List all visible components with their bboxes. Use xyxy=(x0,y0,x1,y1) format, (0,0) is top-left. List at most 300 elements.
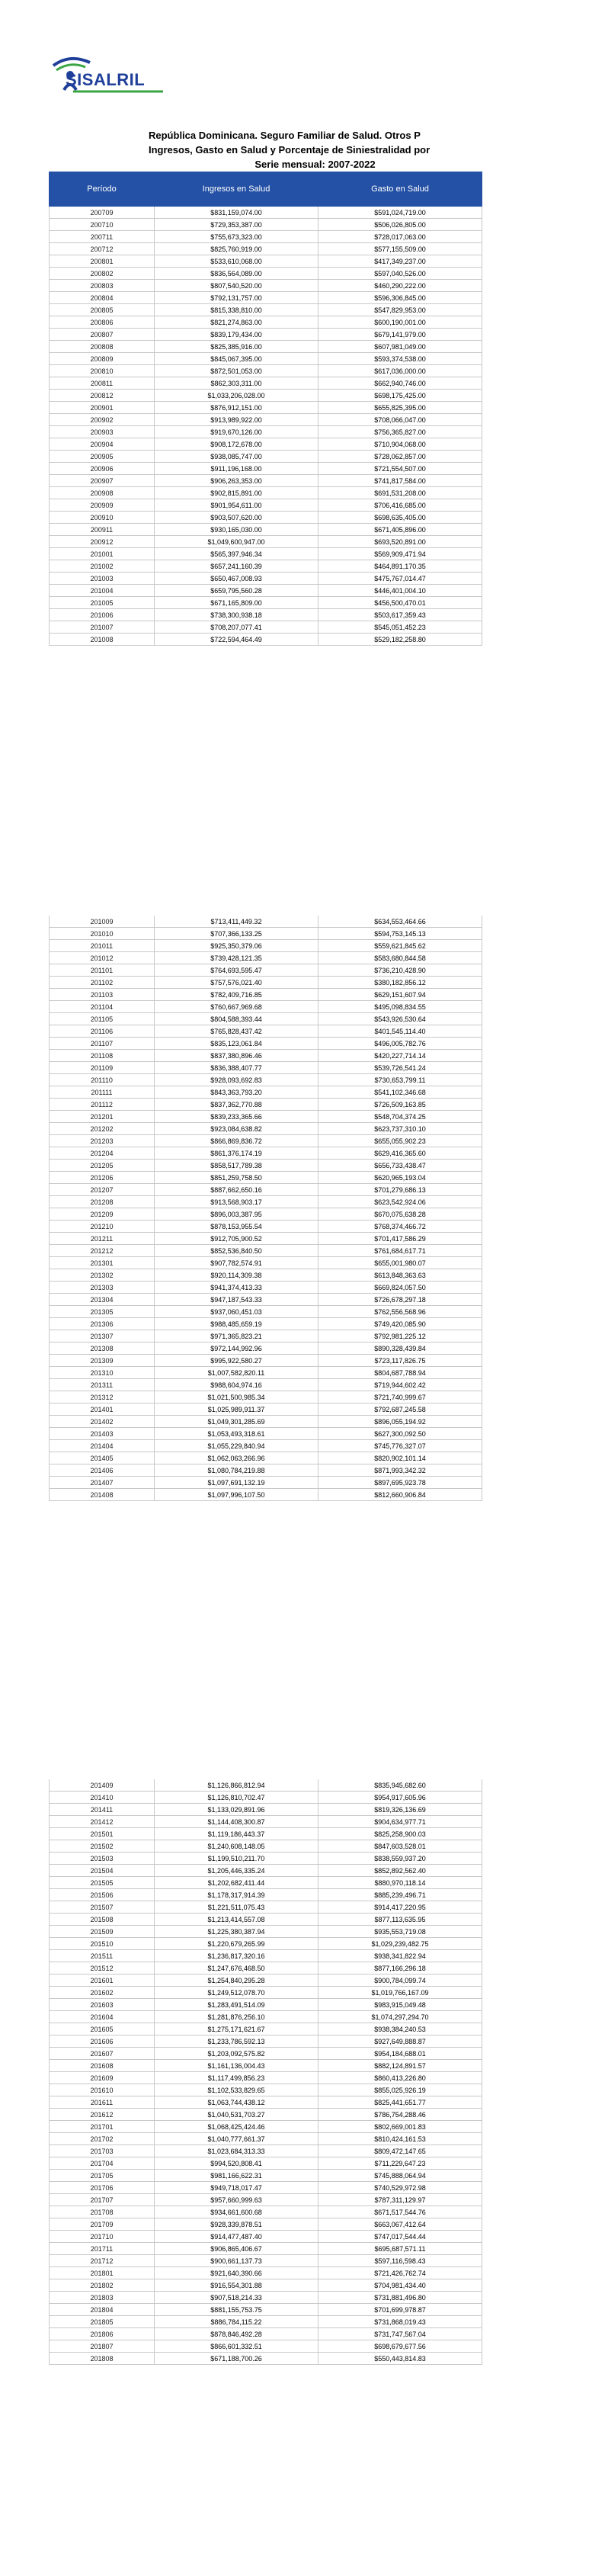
income-cell: $972,144,992.96 xyxy=(155,1343,319,1355)
expense-cell: $539,726,541.24 xyxy=(319,1062,482,1074)
income-cell: $1,033,206,028.00 xyxy=(155,390,319,402)
table-row xyxy=(50,1975,482,1987)
period-cell: 201606 xyxy=(50,2035,155,2048)
expense-cell: $820,902,101.14 xyxy=(319,1452,482,1464)
income-cell: $825,760,919.00 xyxy=(155,243,319,255)
income-cell: $1,205,446,335.24 xyxy=(155,1865,319,1877)
period-cell: 201306 xyxy=(50,1318,155,1330)
income-cell: $1,221,511,075.43 xyxy=(155,1901,319,1914)
table-row xyxy=(50,2267,482,2279)
expense-cell: $597,116,598.43 xyxy=(319,2255,482,2267)
data-table-page-3 xyxy=(49,1779,482,2365)
table-row xyxy=(50,952,482,964)
table-row xyxy=(50,1050,482,1062)
period-cell: 201512 xyxy=(50,1962,155,1975)
income-cell: $916,554,301.88 xyxy=(155,2279,319,2292)
period-cell: 200907 xyxy=(50,475,155,487)
expense-cell: $706,416,685.00 xyxy=(319,499,482,512)
expense-cell: $679,141,979.00 xyxy=(319,329,482,341)
income-cell: $1,040,531,703.27 xyxy=(155,2109,319,2121)
income-cell: $1,202,682,411.44 xyxy=(155,1877,319,1889)
income-cell: $1,040,777,661.37 xyxy=(155,2133,319,2145)
table-row xyxy=(50,2292,482,2304)
period-cell: 201504 xyxy=(50,1865,155,1877)
income-cell: $896,003,387.95 xyxy=(155,1208,319,1221)
income-cell: $988,604,974.16 xyxy=(155,1379,319,1391)
table-row xyxy=(50,2218,482,2231)
period-cell: 201505 xyxy=(50,1877,155,1889)
period-cell: 201807 xyxy=(50,2340,155,2353)
income-cell: $858,517,789.38 xyxy=(155,1160,319,1172)
expense-cell: $655,825,395.00 xyxy=(319,402,482,414)
expense-cell: $529,182,258.80 xyxy=(319,634,482,646)
income-cell: $900,661,137.73 xyxy=(155,2255,319,2267)
income-cell: $1,080,784,219.88 xyxy=(155,1464,319,1477)
income-cell: $1,236,817,320.16 xyxy=(155,1950,319,1962)
period-cell: 201301 xyxy=(50,1257,155,1269)
income-cell: $1,126,866,812.94 xyxy=(155,1779,319,1792)
period-cell: 200712 xyxy=(50,243,155,255)
expense-cell: $634,553,464.66 xyxy=(319,916,482,928)
table-row xyxy=(50,1416,482,1428)
table-row xyxy=(50,2072,482,2084)
expense-cell: $927,649,888.87 xyxy=(319,2035,482,2048)
expense-cell: $1,019,766,167.09 xyxy=(319,1987,482,1999)
income-cell: $988,485,659.19 xyxy=(155,1318,319,1330)
period-cell: 201210 xyxy=(50,1221,155,1233)
income-cell: $903,507,620.00 xyxy=(155,512,319,524)
income-cell: $1,254,840,295.28 xyxy=(155,1975,319,1987)
income-cell: $757,576,021.40 xyxy=(155,977,319,989)
table-row xyxy=(50,1233,482,1245)
period-cell: 201207 xyxy=(50,1184,155,1196)
income-cell: $1,220,679,265.99 xyxy=(155,1938,319,1950)
expense-cell: $593,374,538.00 xyxy=(319,353,482,365)
income-cell: $782,409,716.85 xyxy=(155,989,319,1001)
title-line-2: Ingresos, Gasto en Salud y Porcentaje de Siniestralidad por xyxy=(149,144,431,156)
income-cell: $1,126,810,702.47 xyxy=(155,1792,319,1804)
table-row xyxy=(50,2023,482,2035)
income-cell: $878,153,955.54 xyxy=(155,1221,319,1233)
period-cell: 201502 xyxy=(50,1840,155,1853)
income-cell: $921,640,390.66 xyxy=(155,2267,319,2279)
table-row xyxy=(50,1464,482,1477)
income-cell: $1,049,301,285.69 xyxy=(155,1416,319,1428)
table-row xyxy=(50,1452,482,1464)
table-row xyxy=(50,989,482,1001)
period-cell: 201310 xyxy=(50,1367,155,1379)
period-cell: 201508 xyxy=(50,1914,155,1926)
period-cell: 201608 xyxy=(50,2060,155,2072)
expense-cell: $855,025,926.19 xyxy=(319,2084,482,2096)
table-row xyxy=(50,2109,482,2121)
expense-cell: $548,704,374.25 xyxy=(319,1111,482,1123)
income-cell: $657,241,160.39 xyxy=(155,560,319,573)
income-cell: $866,869,836.72 xyxy=(155,1135,319,1147)
period-cell: 201710 xyxy=(50,2231,155,2243)
table-row xyxy=(50,426,482,438)
period-cell: 201101 xyxy=(50,964,155,977)
table-row xyxy=(50,1889,482,1901)
expense-cell: $983,915,049.48 xyxy=(319,1999,482,2011)
expense-cell: $860,413,226.80 xyxy=(319,2072,482,2084)
expense-cell: $670,075,638.28 xyxy=(319,1208,482,1221)
table-row xyxy=(50,1111,482,1123)
table-row xyxy=(50,548,482,560)
expense-cell: $721,740,999.67 xyxy=(319,1391,482,1403)
table-row xyxy=(50,1828,482,1840)
period-cell: 201108 xyxy=(50,1050,155,1062)
expense-cell: $1,029,239,482.75 xyxy=(319,1938,482,1950)
table-row xyxy=(50,1999,482,2011)
income-cell: $1,025,989,911.37 xyxy=(155,1403,319,1416)
income-cell: $928,093,692.83 xyxy=(155,1074,319,1086)
income-cell: $1,068,425,424.46 xyxy=(155,2121,319,2133)
period-cell: 201503 xyxy=(50,1853,155,1865)
table-row xyxy=(50,916,482,928)
period-cell: 201412 xyxy=(50,1816,155,1828)
expense-cell: $545,051,452.23 xyxy=(319,621,482,634)
table-row xyxy=(50,207,482,219)
table-row xyxy=(50,2060,482,2072)
income-cell: $902,815,891.00 xyxy=(155,487,319,499)
table-row xyxy=(50,1172,482,1184)
period-cell: 201705 xyxy=(50,2170,155,2182)
period-cell: 201204 xyxy=(50,1147,155,1160)
period-cell: 201305 xyxy=(50,1306,155,1318)
period-cell: 201201 xyxy=(50,1111,155,1123)
period-cell: 201406 xyxy=(50,1464,155,1477)
expense-cell: $749,420,085.90 xyxy=(319,1318,482,1330)
expense-cell: $623,542,924.06 xyxy=(319,1196,482,1208)
expense-cell: $693,520,891.00 xyxy=(319,536,482,548)
period-cell: 201509 xyxy=(50,1926,155,1938)
expense-cell: $897,695,923.78 xyxy=(319,1477,482,1489)
period-cell: 201506 xyxy=(50,1889,155,1901)
income-cell: $659,795,560.28 xyxy=(155,585,319,597)
period-cell: 200910 xyxy=(50,512,155,524)
table-row xyxy=(50,1840,482,1853)
header-period: Período xyxy=(50,172,155,207)
table-row xyxy=(50,2328,482,2340)
expense-cell: $543,926,530.64 xyxy=(319,1013,482,1025)
income-cell: $919,670,126.00 xyxy=(155,426,319,438)
income-cell: $835,123,061.84 xyxy=(155,1038,319,1050)
period-cell: 201611 xyxy=(50,2096,155,2109)
period-cell: 201403 xyxy=(50,1428,155,1440)
table-header-row xyxy=(50,172,482,207)
expense-cell: $761,684,617.71 xyxy=(319,1245,482,1257)
expense-cell: $730,653,799.11 xyxy=(319,1074,482,1086)
income-cell: $845,067,395.00 xyxy=(155,353,319,365)
income-cell: $1,247,676,468.50 xyxy=(155,1962,319,1975)
table-row xyxy=(50,231,482,243)
period-cell: 201001 xyxy=(50,548,155,560)
income-cell: $923,084,638.82 xyxy=(155,1123,319,1135)
income-cell: $937,060,451.03 xyxy=(155,1306,319,1318)
income-cell: $839,233,365.66 xyxy=(155,1111,319,1123)
expense-cell: $547,829,953.00 xyxy=(319,304,482,316)
expense-cell: $456,500,470.01 xyxy=(319,597,482,609)
period-cell: 201304 xyxy=(50,1294,155,1306)
table-row xyxy=(50,1792,482,1804)
expense-cell: $380,182,856.12 xyxy=(319,977,482,989)
table-row xyxy=(50,1914,482,1926)
expense-cell: $698,679,677.56 xyxy=(319,2340,482,2353)
table-row xyxy=(50,1950,482,1962)
expense-cell: $896,055,194.92 xyxy=(319,1416,482,1428)
income-cell: $1,144,408,300.87 xyxy=(155,1816,319,1828)
expense-cell: $671,405,896.00 xyxy=(319,524,482,536)
expense-cell: $701,699,978.87 xyxy=(319,2304,482,2316)
income-cell: $1,225,380,387.94 xyxy=(155,1926,319,1938)
table-row xyxy=(50,1135,482,1147)
period-cell: 201712 xyxy=(50,2255,155,2267)
period-cell: 200802 xyxy=(50,268,155,280)
table-row xyxy=(50,2170,482,2182)
table-row xyxy=(50,1099,482,1111)
logo-text: SISALRIL xyxy=(66,70,146,89)
income-cell: $650,467,008.93 xyxy=(155,573,319,585)
income-cell: $807,540,520.00 xyxy=(155,280,319,292)
income-cell: $994,520,808.41 xyxy=(155,2157,319,2170)
table-row xyxy=(50,2353,482,2365)
sisalril-logo xyxy=(50,52,165,96)
table-row xyxy=(50,1901,482,1914)
expense-cell: $747,017,544.44 xyxy=(319,2231,482,2243)
period-cell: 201404 xyxy=(50,1440,155,1452)
expense-cell: $627,300,092.50 xyxy=(319,1428,482,1440)
period-cell: 201102 xyxy=(50,977,155,989)
period-cell: 200807 xyxy=(50,329,155,341)
income-cell: $1,021,500,985.34 xyxy=(155,1391,319,1403)
expense-cell: $882,124,891.57 xyxy=(319,2060,482,2072)
expense-cell: $655,055,902.23 xyxy=(319,1135,482,1147)
income-cell: $729,353,387.00 xyxy=(155,219,319,231)
expense-cell: $495,098,834.55 xyxy=(319,1001,482,1013)
income-cell: $862,303,311.00 xyxy=(155,377,319,390)
period-cell: 201803 xyxy=(50,2292,155,2304)
expense-cell: $812,660,906.84 xyxy=(319,1489,482,1501)
income-cell: $920,114,309.38 xyxy=(155,1269,319,1282)
period-cell: 201511 xyxy=(50,1950,155,1962)
table-row xyxy=(50,2304,482,2316)
income-cell: $707,366,133.25 xyxy=(155,928,319,940)
period-cell: 201007 xyxy=(50,621,155,634)
income-cell: $1,240,608,148.05 xyxy=(155,1840,319,1853)
expense-cell: $464,891,170.35 xyxy=(319,560,482,573)
table-row xyxy=(50,2133,482,2145)
period-cell: 201610 xyxy=(50,2084,155,2096)
table-row xyxy=(50,2035,482,2048)
income-cell: $995,922,580.27 xyxy=(155,1355,319,1367)
table-row xyxy=(50,1355,482,1367)
income-cell: $1,213,414,557.08 xyxy=(155,1914,319,1926)
income-cell: $839,179,434.00 xyxy=(155,329,319,341)
table-row xyxy=(50,377,482,390)
income-cell: $1,203,092,575.82 xyxy=(155,2048,319,2060)
income-cell: $1,161,136,004.43 xyxy=(155,2060,319,2072)
period-cell: 201501 xyxy=(50,1828,155,1840)
expense-cell: $914,417,220.95 xyxy=(319,1901,482,1914)
income-cell: $760,667,969.68 xyxy=(155,1001,319,1013)
period-cell: 200709 xyxy=(50,207,155,219)
expense-cell: $583,680,844.58 xyxy=(319,952,482,964)
expense-cell: $656,733,438.47 xyxy=(319,1160,482,1172)
report-title xyxy=(149,128,482,172)
expense-cell: $792,687,245.58 xyxy=(319,1403,482,1416)
income-cell: $938,085,747.00 xyxy=(155,451,319,463)
expense-cell: $877,113,635.95 xyxy=(319,1914,482,1926)
table-row xyxy=(50,2231,482,2243)
period-cell: 201410 xyxy=(50,1792,155,1804)
expense-cell: $420,227,714.14 xyxy=(319,1050,482,1062)
period-cell: 201604 xyxy=(50,2011,155,2023)
header-expense: Gasto en Salud xyxy=(319,172,482,207)
period-cell: 201202 xyxy=(50,1123,155,1135)
table-row xyxy=(50,2243,482,2255)
table-row xyxy=(50,1038,482,1050)
income-cell: $907,782,574.91 xyxy=(155,1257,319,1269)
table-row xyxy=(50,964,482,977)
expense-cell: $708,066,047.00 xyxy=(319,414,482,426)
period-cell: 200711 xyxy=(50,231,155,243)
expense-cell: $756,365,827.00 xyxy=(319,426,482,438)
table-row xyxy=(50,2096,482,2109)
table-row xyxy=(50,1282,482,1294)
income-cell: $852,536,840.50 xyxy=(155,1245,319,1257)
expense-cell: $503,617,359.43 xyxy=(319,609,482,621)
table-row xyxy=(50,1208,482,1221)
income-cell: $913,989,922.00 xyxy=(155,414,319,426)
period-cell: 200909 xyxy=(50,499,155,512)
expense-cell: $401,545,114.40 xyxy=(319,1025,482,1038)
period-cell: 201107 xyxy=(50,1038,155,1050)
expense-cell: $741,817,584.00 xyxy=(319,475,482,487)
expense-cell: $792,981,225.12 xyxy=(319,1330,482,1343)
period-cell: 200811 xyxy=(50,377,155,390)
expense-cell: $506,026,805.00 xyxy=(319,219,482,231)
table-row xyxy=(50,1013,482,1025)
income-cell: $1,275,171,621.67 xyxy=(155,2023,319,2035)
expense-cell: $600,190,001.00 xyxy=(319,316,482,329)
expense-cell: $591,024,719.00 xyxy=(319,207,482,219)
table-row xyxy=(50,1816,482,1828)
period-cell: 201004 xyxy=(50,585,155,597)
expense-cell: $629,151,607.94 xyxy=(319,989,482,1001)
income-cell: $708,207,077.41 xyxy=(155,621,319,634)
period-cell: 201212 xyxy=(50,1245,155,1257)
income-cell: $861,376,174.19 xyxy=(155,1147,319,1160)
period-cell: 201104 xyxy=(50,1001,155,1013)
period-cell: 201312 xyxy=(50,1391,155,1403)
table-row xyxy=(50,585,482,597)
period-cell: 201808 xyxy=(50,2353,155,2365)
table-row xyxy=(50,536,482,548)
income-cell: $941,374,413.33 xyxy=(155,1282,319,1294)
expense-cell: $810,424,161.53 xyxy=(319,2133,482,2145)
period-cell: 201203 xyxy=(50,1135,155,1147)
income-cell: $1,007,582,820.11 xyxy=(155,1367,319,1379)
expense-cell: $662,940,746.00 xyxy=(319,377,482,390)
income-cell: $1,097,691,132.19 xyxy=(155,1477,319,1489)
period-cell: 201209 xyxy=(50,1208,155,1221)
table-row xyxy=(50,940,482,952)
period-cell: 201709 xyxy=(50,2218,155,2231)
period-cell: 201507 xyxy=(50,1901,155,1914)
table-row xyxy=(50,1196,482,1208)
period-cell: 201307 xyxy=(50,1330,155,1343)
table-row xyxy=(50,634,482,646)
period-cell: 201607 xyxy=(50,2048,155,2060)
period-cell: 201010 xyxy=(50,928,155,940)
table-row xyxy=(50,560,482,573)
expense-cell: $871,993,342.32 xyxy=(319,1464,482,1477)
expense-cell: $701,417,586.29 xyxy=(319,1233,482,1245)
table-row xyxy=(50,1379,482,1391)
income-cell: $947,187,543.33 xyxy=(155,1294,319,1306)
expense-cell: $629,416,365.60 xyxy=(319,1147,482,1160)
income-cell: $1,023,684,313.33 xyxy=(155,2145,319,2157)
expense-cell: $620,965,193.04 xyxy=(319,1172,482,1184)
expense-cell: $721,426,762.74 xyxy=(319,2267,482,2279)
income-cell: $1,281,876,256.10 xyxy=(155,2011,319,2023)
period-cell: 201408 xyxy=(50,1489,155,1501)
income-cell: $911,196,168.00 xyxy=(155,463,319,475)
table-row xyxy=(50,1391,482,1403)
income-cell: $887,662,650.16 xyxy=(155,1184,319,1196)
table-row xyxy=(50,2121,482,2133)
expense-cell: $698,175,425.00 xyxy=(319,390,482,402)
expense-cell: $701,279,686.13 xyxy=(319,1184,482,1196)
expense-cell: $835,945,682.60 xyxy=(319,1779,482,1792)
income-cell: $907,518,214.33 xyxy=(155,2292,319,2304)
table-row xyxy=(50,1123,482,1135)
period-cell: 200901 xyxy=(50,402,155,414)
period-cell: 200804 xyxy=(50,292,155,304)
income-cell: $886,784,115.22 xyxy=(155,2316,319,2328)
expense-cell: $880,970,118.14 xyxy=(319,1877,482,1889)
period-cell: 201701 xyxy=(50,2121,155,2133)
expense-cell: $838,559,937.20 xyxy=(319,1853,482,1865)
period-cell: 201806 xyxy=(50,2328,155,2340)
period-cell: 201601 xyxy=(50,1975,155,1987)
table-row xyxy=(50,1184,482,1196)
expense-cell: $698,635,405.00 xyxy=(319,512,482,524)
income-cell: $821,274,863.00 xyxy=(155,316,319,329)
table-row xyxy=(50,243,482,255)
income-cell: $908,172,678.00 xyxy=(155,438,319,451)
period-cell: 201211 xyxy=(50,1233,155,1245)
period-cell: 200904 xyxy=(50,438,155,451)
income-cell: $1,199,510,211.70 xyxy=(155,1853,319,1865)
expense-cell: $496,005,782.76 xyxy=(319,1038,482,1050)
table-row xyxy=(50,1779,482,1792)
income-cell: $765,828,437.42 xyxy=(155,1025,319,1038)
expense-cell: $787,311,129.97 xyxy=(319,2194,482,2206)
expense-cell: $825,441,651.77 xyxy=(319,2096,482,2109)
income-cell: $930,165,030.00 xyxy=(155,524,319,536)
expense-cell: $731,881,496.80 xyxy=(319,2292,482,2304)
income-cell: $713,411,449.32 xyxy=(155,916,319,928)
income-cell: $912,705,900.52 xyxy=(155,1233,319,1245)
table-row xyxy=(50,390,482,402)
expense-cell: $655,001,980.07 xyxy=(319,1257,482,1269)
period-cell: 201707 xyxy=(50,2194,155,2206)
table-row xyxy=(50,268,482,280)
period-cell: 200808 xyxy=(50,341,155,353)
table-row xyxy=(50,1074,482,1086)
